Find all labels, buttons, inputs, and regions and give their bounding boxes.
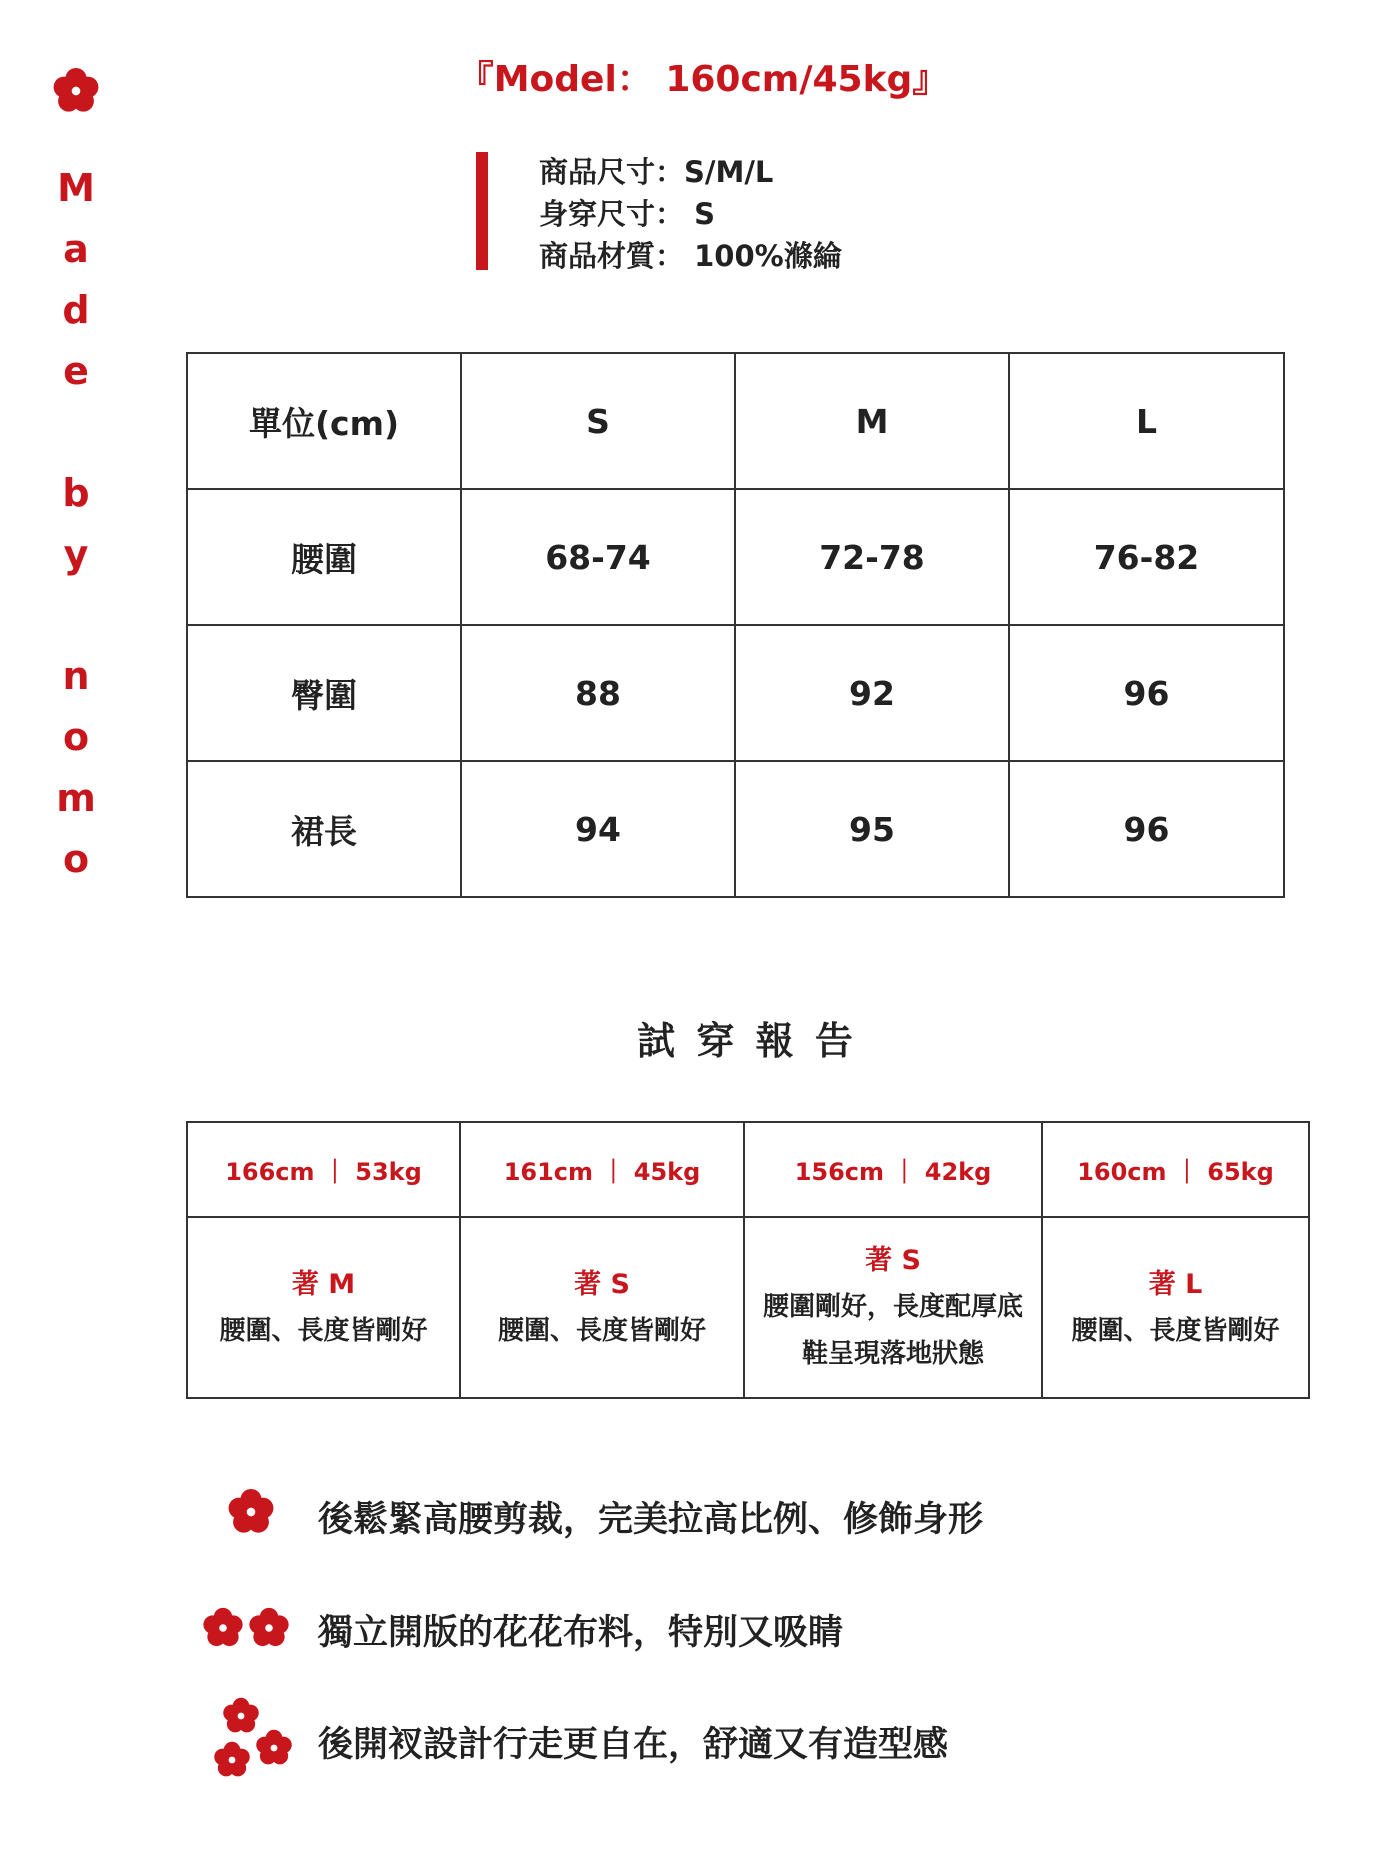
feature-text: 後鬆緊高腰剪裁，完美拉高比例、修飾身形: [318, 1500, 984, 1540]
flower-icon: [255, 1729, 293, 1767]
try-on-note: 腰圍、長度皆剛好: [219, 1315, 428, 1346]
try-on-size: 著 S: [865, 1245, 921, 1276]
size-table-header-cell: L: [1009, 353, 1284, 489]
flower-icon: [227, 1488, 275, 1536]
size-table-cell: 95: [735, 761, 1009, 897]
try-on-title: 試 穿 報 告: [637, 1019, 857, 1063]
flower-icon: [248, 1607, 290, 1649]
try-on-size: 著 L: [1148, 1268, 1203, 1300]
spec-material: 商品材質： 100%滌綸: [539, 239, 842, 273]
try-on-cell: [1042, 1217, 1309, 1398]
size-table-header-cell: S: [461, 353, 735, 489]
size-table-cell: 96: [1009, 625, 1284, 761]
try-on-note: 腰圍、長度皆剛好: [497, 1315, 706, 1346]
size-table-header-row: [187, 353, 1284, 489]
size-table-cell: 94: [461, 761, 735, 897]
try-on-cell: [460, 1217, 744, 1398]
try-on-header-cell: 156cm ｜ 42kg: [744, 1122, 1042, 1217]
flower-icon: [213, 1741, 251, 1779]
try-on-cell: [744, 1217, 1042, 1398]
try-on-note: 腰圍、長度皆剛好: [1071, 1315, 1280, 1346]
try-on-note: 腰圍剛好，長度配厚底: [762, 1292, 1023, 1322]
brand-word-made: Made: [57, 166, 95, 393]
size-table-row-label: 腰圍: [187, 489, 461, 625]
size-table-cell: 68-74: [461, 489, 735, 625]
try-on-size: 著 S: [574, 1268, 630, 1300]
spec-product-sizes: 商品尺寸：S/M/L: [539, 155, 774, 189]
size-table-row: [187, 625, 1284, 761]
size-table-cell: 96: [1009, 761, 1284, 897]
try-on-header-cell: 166cm ｜ 53kg: [187, 1122, 460, 1217]
model-title: 『Model： 160cm/45kg』: [457, 59, 949, 100]
size-table: [186, 352, 1285, 898]
try-on-header-cell: 161cm ｜ 45kg: [460, 1122, 744, 1217]
try-on-header-cell: 160cm ｜ 65kg: [1042, 1122, 1309, 1217]
size-table-cell: 88: [461, 625, 735, 761]
spec-list: [539, 151, 842, 277]
feature-text: 獨立開版的花花布料，特別又吸睛: [318, 1613, 844, 1653]
feature-text: 後開衩設計行走更自在，舒適又有造型感: [318, 1725, 949, 1765]
spec-worn-size: 身穿尺寸： S: [539, 197, 715, 231]
brand-vertical-text: [54, 158, 98, 951]
size-table-header-cell: M: [735, 353, 1009, 489]
size-table-cell: 76-82: [1009, 489, 1284, 625]
spec-accent-bar: [476, 152, 488, 270]
size-table-row: [187, 761, 1284, 897]
brand-word-by: by: [62, 471, 90, 576]
try-on-cell: [187, 1217, 460, 1398]
size-table-row-label: 臀圍: [187, 625, 461, 761]
try-on-header-row: [187, 1122, 1309, 1217]
try-on-table: [186, 1121, 1310, 1399]
try-on-note: 鞋呈現落地狀態: [801, 1339, 984, 1369]
brand-word-nomo: nomo: [56, 654, 96, 881]
try-on-size: 著 M: [291, 1268, 356, 1300]
size-table-cell: 92: [735, 625, 1009, 761]
size-table-cell: 72-78: [735, 489, 1009, 625]
try-on-body-row: [187, 1217, 1309, 1398]
size-table-row-label: 裙長: [187, 761, 461, 897]
flower-icon: [202, 1607, 244, 1649]
size-table-header-cell: 單位(cm): [187, 353, 461, 489]
size-table-row: [187, 489, 1284, 625]
